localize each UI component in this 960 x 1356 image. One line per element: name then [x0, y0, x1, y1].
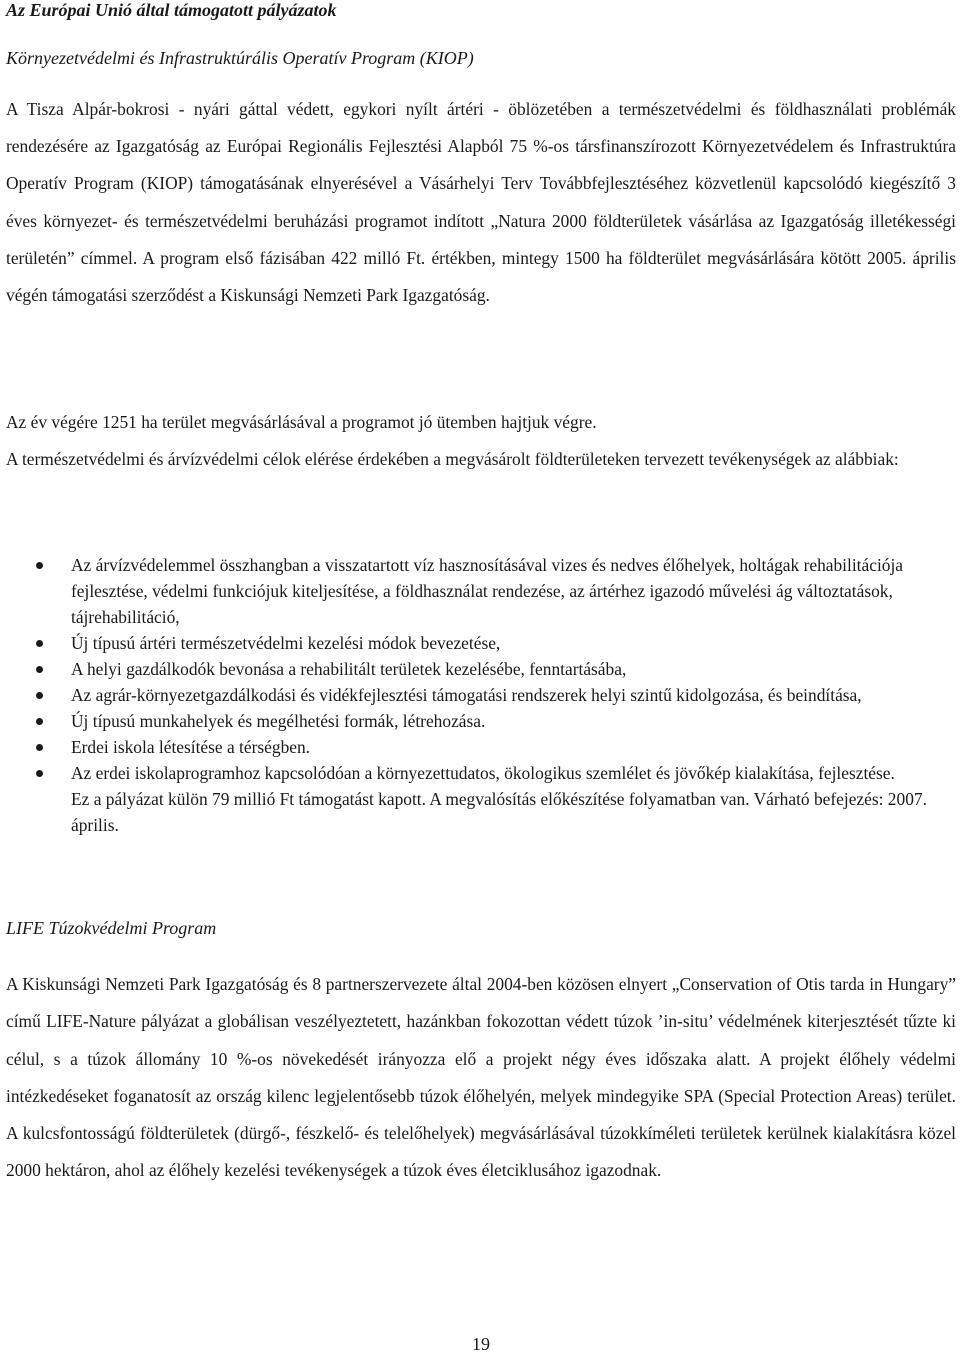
bullet-icon — [36, 562, 43, 569]
list-item: Az erdei iskolaprogramhoz kapcsolódóan a környezettudatos, ökologikus szemlélet és jövőkép kialakítása, fejlesztése. — [6, 760, 956, 786]
bullet-icon — [36, 744, 43, 751]
paragraph-life-program: A Kiskunsági Nemzeti Park Igazgatóság és 8 partnerszervezete által 2004-ben közösen elnyert „Conservation of Otis tarda in Hungary” című LIFE-Nature pályázat a globálisan veszélyeztetett, hazánkban fokozottan védett túzok ’in-situ’ védelmének kiterjesztését tűzte ki célul, s a túzok állomány 10 %-os növekedését irányozza elő a projekt négy éves időszaka alatt. A projekt élőhely védelmi intézkedéseket foganatosít az ország kilenc legjelentősebb túzok élőhelyén, melyek mindegyike SPA (Special Protection Areas) terület. A kulcsfontosságú földterületek (dürgő-, fészkelő- és telelőhelyek) megvásárlásával túzokkíméleti területek kerülnek kialakításra közel 2000 hektáron, ahol az élőhely kezelési tevékenységek a túzok éves életciklusához igazodnak. — [6, 974, 956, 1181]
list-item: Erdei iskola létesítése a térségben. — [6, 734, 956, 760]
bullet-icon — [36, 666, 43, 673]
funding-note: Ez a pályázat külön 79 millió Ft támogatást kapott. A megvalósítás előkészítése folyamatban van. Várható befejezés: 2007. április. — [71, 789, 927, 835]
paragraph-kiop-intro: A Tisza Alpár-bokrosi - nyári gáttal védett, egykori nyílt ártéri - öblözetében a természetvédelmi és földhasználati problémák rendezésére az Igazgatóság az Európai Regionális Fejlesztési Alapból 75 %-os társfinanszírozott Környezetvédelem és Infrastruktúra Operatív Program (KIOP) támogatásának elnyerésével a Vásárhelyi Terv Továbbfejlesztéséhez közvetlenül kapcsolódó kiegészítő 3 éves környezet- és természetvédelmi beruházási programot indított „Natura 2000 földterületek vásárlása az Igazgatóság illetékességi területén” címmel. A program első fázisában 422 milló Ft. értékben, mintegy 1500 ha földterület megvásárlására kötött 2005. április végén támogatási szerződést a Kiskunsági Nemzeti Park Igazgatóság. — [6, 99, 956, 306]
list-item: Az árvízvédelemmel összhangban a visszatartott víz hasznosításával vizes és nedves élőhelyek, holtágak rehabilitációja fejlesztése, védelmi funkciójuk kiteljesítése, a földhasználat rendezése, az ártérhez igazodó művelési ág változtatások, tájrehabilitáció, — [6, 552, 956, 630]
page-heading: Az Európai Unió által támogatott pályázatok — [6, 0, 337, 20]
section-heading-life: LIFE Túzokvédelmi Program — [6, 918, 217, 938]
paragraph-activities-intro: A természetvédelmi és árvízvédelmi célok elérése érdekében a megvásárolt földterületeken tervezett tevékenységek az alábbiak: — [6, 449, 899, 469]
list-item: Új típusú munkahelyek és megélhetési formák, létrehozása. — [6, 708, 956, 734]
page-number: 19 — [472, 1334, 490, 1354]
bullet-icon — [36, 718, 43, 725]
list-item: A helyi gazdálkodók bevonása a rehabilitált területek kezelésébe, fenntartásába, — [6, 656, 956, 682]
bullet-icon — [36, 640, 43, 647]
list-item: Az agrár-környezetgazdálkodási és vidékfejlesztési támogatási rendszerek helyi szintű kidolgozása, és beindítása, — [6, 682, 956, 708]
bullet-icon — [36, 770, 43, 777]
list-item: Új típusú ártéri természetvédelmi kezelési módok bevezetése, — [6, 630, 956, 656]
paragraph-progress: Az év végére 1251 ha terület megvásárlásával a programot jó ütemben hajtjuk végre. — [6, 412, 597, 432]
bullet-icon — [36, 692, 43, 699]
activities-list — [6, 552, 956, 838]
section-heading-kiop: Környezetvédelmi és Infrastruktúrális Operatív Program (KIOP) — [6, 48, 474, 68]
